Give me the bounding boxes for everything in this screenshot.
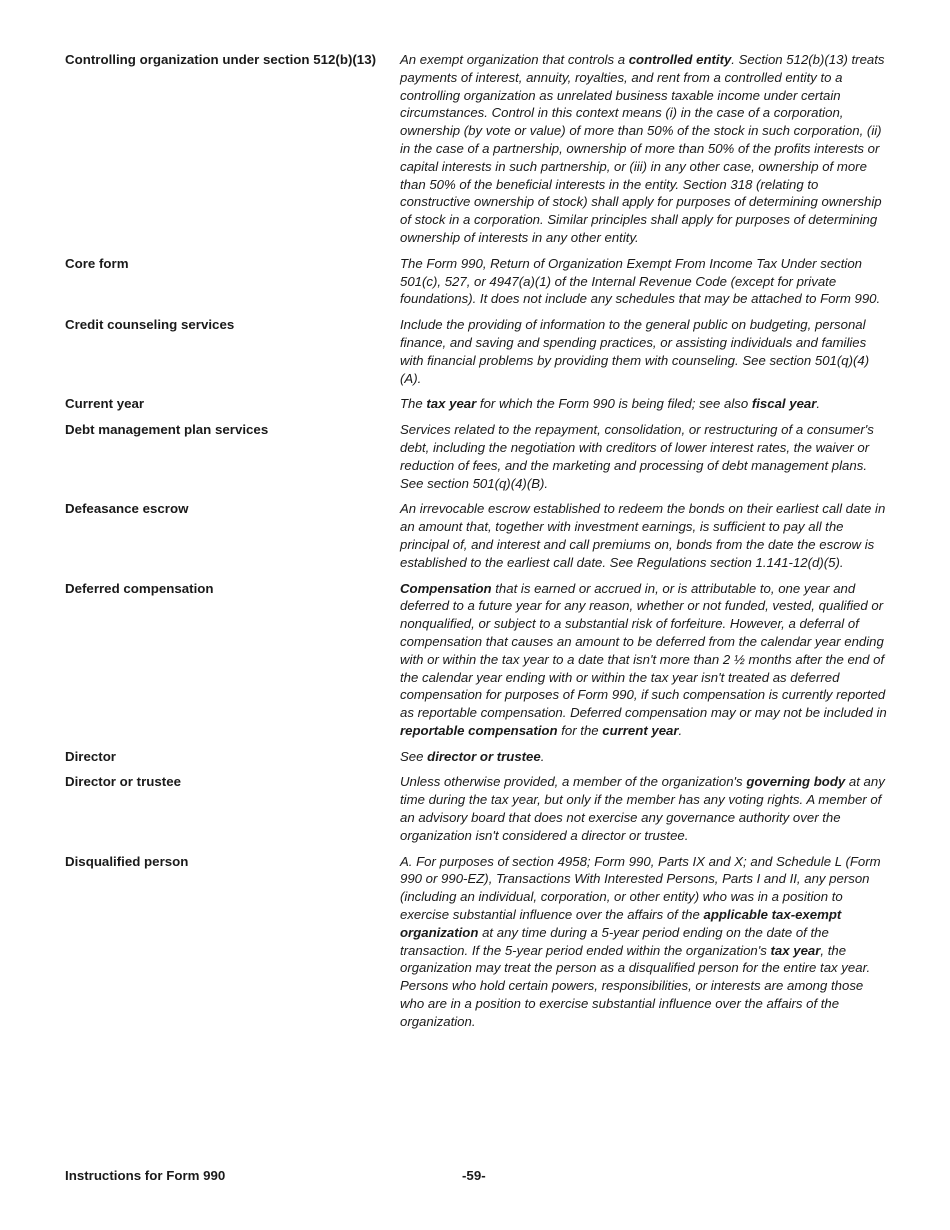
definition-text: at any time during a 5-year period ending on the date of the transaction. If the 5-year period ended within the organization's <box>400 924 829 958</box>
glossary-term: Disqualified person <box>65 853 189 869</box>
defined-term-reference: controlled entity <box>628 52 732 67</box>
glossary-term: Deferred compensation <box>65 580 214 596</box>
glossary-entry <box>65 853 890 1031</box>
definition-text: for which the Form 990 is being filed; see also <box>476 396 752 412</box>
definition-text: The <box>400 396 427 412</box>
glossary-definition <box>400 853 890 1031</box>
glossary-entry <box>65 500 890 571</box>
glossary-term: Debt management plan services <box>65 422 269 438</box>
glossary-definition <box>400 500 890 571</box>
glossary-definition <box>400 316 890 387</box>
glossary-term: Director or trustee <box>65 774 182 790</box>
glossary-entry <box>65 748 890 766</box>
definition-text: The Form 990, Return of Organization Exempt From Income Tax Under section 501(c), 527, or 4947(a)(1) of the Internal Revenue Code (except for private foundations). It does not include any schedules that may be attached to Form 990. <box>400 255 881 307</box>
defined-term-reference: current year <box>602 722 679 738</box>
glossary-term: Director <box>65 748 116 764</box>
definition-text: See <box>400 748 428 764</box>
glossary-entry <box>65 773 890 844</box>
defined-term-reference: director or trustee <box>427 748 541 764</box>
glossary-entry <box>65 255 890 308</box>
glossary-definition <box>400 255 890 308</box>
glossary-entry <box>65 316 890 387</box>
glossary-list <box>65 51 890 1039</box>
definition-text: . <box>816 396 821 412</box>
definition-text: . <box>678 722 683 738</box>
glossary-definition <box>400 51 890 247</box>
glossary-entry <box>65 51 890 247</box>
definition-text: that is earned or accrued in, or is attributable to, one year and deferred to a future year for any reason, whether or not funded, vested, qualified or nonqualified, or subject to a substantial risk of forfeiture. However, a deferral of compensation that causes an amount to be deferred from the calendar year ending with or within the tax year to a date that isn't more than 2 ½ months after the end of the calendar year ending with or within the tax year isn't treated as deferred compensation for purposes of Form 990, if such compensation is currently reported as reportable compensation. Deferred compensation may or may not be included in <box>400 580 887 721</box>
glossary-definition <box>400 421 890 492</box>
definition-text: An exempt organization that controls a <box>400 52 629 67</box>
glossary-definition <box>400 773 890 844</box>
definition-text: . Section 512(b)(13) treats payments of interest, annuity, royalties, and rent from a controlled entity to a controlling organization as unrelated business taxable income under certain circumstances. Control in this context means (i) in the case of a corporation, ownership (by vote or value) of more than 50% of the stock in such corporation, (ii) in the case of a partnership, ownership of more than 50% of the profits interests or capital interests in such partnership, or (iii) in any other case, ownership of more than 50% of the beneficial interests in the entity. Section 318 (relating to constructive ownership of stock) shall apply for purposes of determining ownership of stock in a corporation. Similar principles shall apply for purposes of determining ownership of interests in any other entity. <box>400 52 885 245</box>
definition-text: at any time during the tax year, but only if the member has any voting rights. A member of an advisory board that does not exercise any governance authority over the organization isn't considered a director or trustee. <box>400 774 885 843</box>
glossary-term: Credit counseling services <box>65 317 235 333</box>
glossary-term: Core form <box>65 255 129 271</box>
definition-text: . <box>540 748 545 764</box>
glossary-definition <box>400 395 890 413</box>
footer-page-number: -59- <box>462 1168 486 1183</box>
glossary-entry <box>65 580 890 740</box>
defined-term-reference: tax year <box>770 942 821 958</box>
definition-text: for the <box>557 722 603 738</box>
definition-text: Unless otherwise provided, a member of the organization's <box>400 774 747 790</box>
defined-term-reference: reportable compensation <box>400 722 558 738</box>
defined-term-reference: governing body <box>746 774 846 790</box>
glossary-definition <box>400 748 890 766</box>
glossary-entry <box>65 395 890 413</box>
definition-text: , the organization may treat the person as a disqualified person for the entire tax year. Persons who hold certain powers, responsibilities, or interests are among those who are in a position to exercise substantial influence over the affairs of the organization. <box>400 942 871 1029</box>
defined-term-reference: tax year <box>426 396 477 412</box>
glossary-term: Defeasance escrow <box>65 501 189 517</box>
glossary-term: Controlling organization under section 512(b)(13) <box>65 52 377 67</box>
definition-text: A. For purposes of section 4958; Form 990, Parts IX and X; and Schedule L (Form 990 or 990-EZ), Transactions With Interested Persons, Parts I and II, any person (including an individual, corporation, or other entity) who was in a position to exercise substantial influence over the affairs of the <box>400 853 881 923</box>
glossary-definition <box>400 580 890 740</box>
definition-text: Include the providing of information to the general public on budgeting, personal finance, and saving and spending practices, or assisting individuals and families with financial problems by providing them with counseling. See section 501(q)(4)(A). <box>400 317 870 386</box>
defined-term-reference: applicable tax-exempt organization <box>400 907 842 940</box>
definition-text: An irrevocable escrow established to redeem the bonds on their earliest call date in an amount that, together with investment earnings, is sufficient to pay all the principal of, and interest and call premiums on, bonds from the date the escrow is established to the earliest call date. See Regulations section 1.141-12(d)(5). <box>400 501 886 570</box>
defined-term-reference: Compensation <box>400 580 492 596</box>
glossary-entry <box>65 421 890 492</box>
defined-term-reference: fiscal year <box>751 396 817 412</box>
definition-text: Services related to the repayment, consolidation, or restructuring of a consumer's debt, including the negotiation with creditors of lower interest rates, the waiver or reduction of fees, and the marketing and processing of debt management plans. See section 501(q)(4)(B). <box>400 422 874 491</box>
footer-form-title: Instructions for Form 990 <box>65 1168 226 1183</box>
glossary-term: Current year <box>65 396 145 412</box>
